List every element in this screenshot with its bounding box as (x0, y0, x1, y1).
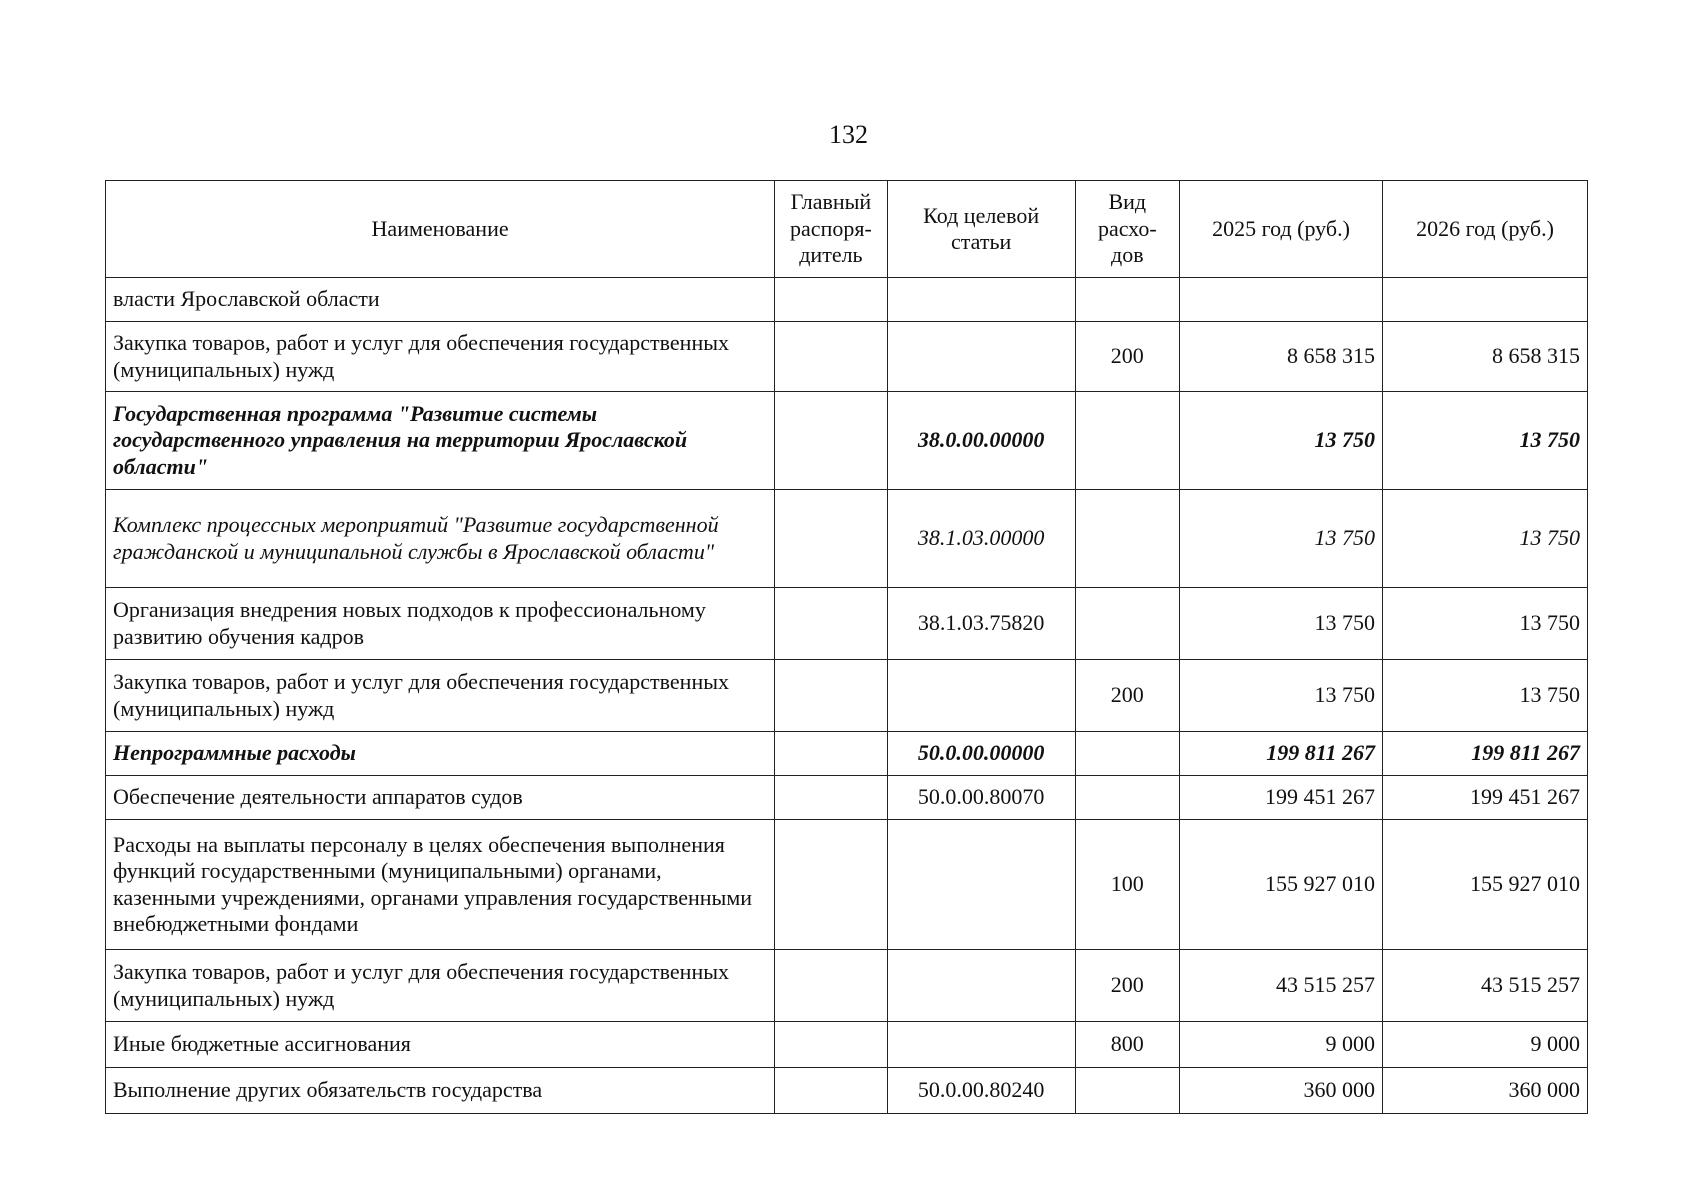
row-2025: 360 000 (1180, 1068, 1383, 1114)
row-admin (775, 1068, 888, 1114)
row-admin (775, 660, 888, 732)
header-2025: 2025 год (руб.) (1180, 181, 1383, 278)
row-kind (1075, 776, 1179, 820)
row-name: Иные бюджетные ассигнования (106, 1022, 775, 1068)
table-header-row (106, 181, 1588, 278)
row-code: 50.0.00.80240 (887, 1068, 1075, 1114)
row-kind (1075, 732, 1179, 776)
row-code (887, 950, 1075, 1022)
row-name: Непрограммные расходы (106, 732, 775, 776)
row-2025: 13 750 (1180, 660, 1383, 732)
row-2025: 13 750 (1180, 392, 1383, 490)
row-admin (775, 1022, 888, 1068)
row-name: Организация внедрения новых подходов к профессиональному развитию обучения кадров (106, 588, 775, 660)
row-code (887, 322, 1075, 392)
row-name: Закупка товаров, работ и услуг для обеспечения государственных (муниципальных) нужд (106, 322, 775, 392)
header-kind: Вид расхо-дов (1075, 181, 1179, 278)
row-2026: 360 000 (1383, 1068, 1588, 1114)
row-name: Обеспечение деятельности аппаратов судов (106, 776, 775, 820)
table-row (106, 660, 1588, 732)
row-code: 38.1.03.75820 (887, 588, 1075, 660)
row-2026: 13 750 (1383, 588, 1588, 660)
table-row (106, 490, 1588, 588)
row-2026 (1383, 278, 1588, 322)
row-name: Выполнение других обязательств государства (106, 1068, 775, 1114)
header-name: Наименование (106, 181, 775, 278)
table-row (106, 322, 1588, 392)
table-row (106, 950, 1588, 1022)
row-2025: 199 811 267 (1180, 732, 1383, 776)
row-2025: 199 451 267 (1180, 776, 1383, 820)
row-kind: 200 (1075, 660, 1179, 732)
row-kind (1075, 490, 1179, 588)
row-2026: 43 515 257 (1383, 950, 1588, 1022)
row-admin (775, 732, 888, 776)
row-code (887, 1022, 1075, 1068)
row-2025: 9 000 (1180, 1022, 1383, 1068)
row-2025: 43 515 257 (1180, 950, 1383, 1022)
row-admin (775, 392, 888, 490)
row-kind: 100 (1075, 820, 1179, 950)
row-code (887, 660, 1075, 732)
row-2025: 155 927 010 (1180, 820, 1383, 950)
row-code: 38.0.00.00000 (887, 392, 1075, 490)
row-2025: 13 750 (1180, 588, 1383, 660)
row-code: 50.0.00.00000 (887, 732, 1075, 776)
row-kind (1075, 588, 1179, 660)
page-number: 132 (829, 120, 868, 149)
row-admin (775, 588, 888, 660)
row-name: власти Ярославской области (106, 278, 775, 322)
row-admin (775, 820, 888, 950)
row-admin (775, 278, 888, 322)
row-name: Закупка товаров, работ и услуг для обеспечения государственных (муниципальных) нужд (106, 950, 775, 1022)
row-kind: 800 (1075, 1022, 1179, 1068)
row-2026: 199 451 267 (1383, 776, 1588, 820)
row-2025: 13 750 (1180, 490, 1383, 588)
table-row (106, 278, 1588, 322)
row-kind (1075, 278, 1179, 322)
header-2026: 2026 год (руб.) (1383, 181, 1588, 278)
header-admin: Главный распоря-дитель (775, 181, 888, 278)
row-2026: 13 750 (1383, 660, 1588, 732)
row-code: 50.0.00.80070 (887, 776, 1075, 820)
table-row (106, 776, 1588, 820)
row-code (887, 820, 1075, 950)
row-name: Государственная программа "Развитие системы государственного управления на территории Ярославской области" (106, 392, 775, 490)
row-name: Комплекс процессных мероприятий "Развитие государственной гражданской и муниципальной службы в Ярославской области" (106, 490, 775, 588)
table-row (106, 1022, 1588, 1068)
row-kind (1075, 1068, 1179, 1114)
row-2026: 155 927 010 (1383, 820, 1588, 950)
row-admin (775, 776, 888, 820)
row-2026: 199 811 267 (1383, 732, 1588, 776)
row-2026: 8 658 315 (1383, 322, 1588, 392)
row-2026: 13 750 (1383, 490, 1588, 588)
budget-table (105, 180, 1588, 1114)
row-kind: 200 (1075, 950, 1179, 1022)
row-admin (775, 322, 888, 392)
row-2026: 13 750 (1383, 392, 1588, 490)
row-name: Расходы на выплаты персоналу в целях обеспечения выполнения функций государственными (муниципальными) органами, казенными учреждениями, органами управления государственными внебюджетными фондами (106, 820, 775, 950)
row-code (887, 278, 1075, 322)
table-row (106, 588, 1588, 660)
row-2025: 8 658 315 (1180, 322, 1383, 392)
table-row (106, 392, 1588, 490)
row-code: 38.1.03.00000 (887, 490, 1075, 588)
row-admin (775, 950, 888, 1022)
header-code: Код целевой статьи (887, 181, 1075, 278)
row-admin (775, 490, 888, 588)
row-name: Закупка товаров, работ и услуг для обеспечения государственных (муниципальных) нужд (106, 660, 775, 732)
row-kind (1075, 392, 1179, 490)
table-row (106, 732, 1588, 776)
table-row (106, 820, 1588, 950)
table-row (106, 1068, 1588, 1114)
row-2025 (1180, 278, 1383, 322)
row-kind: 200 (1075, 322, 1179, 392)
row-2026: 9 000 (1383, 1022, 1588, 1068)
